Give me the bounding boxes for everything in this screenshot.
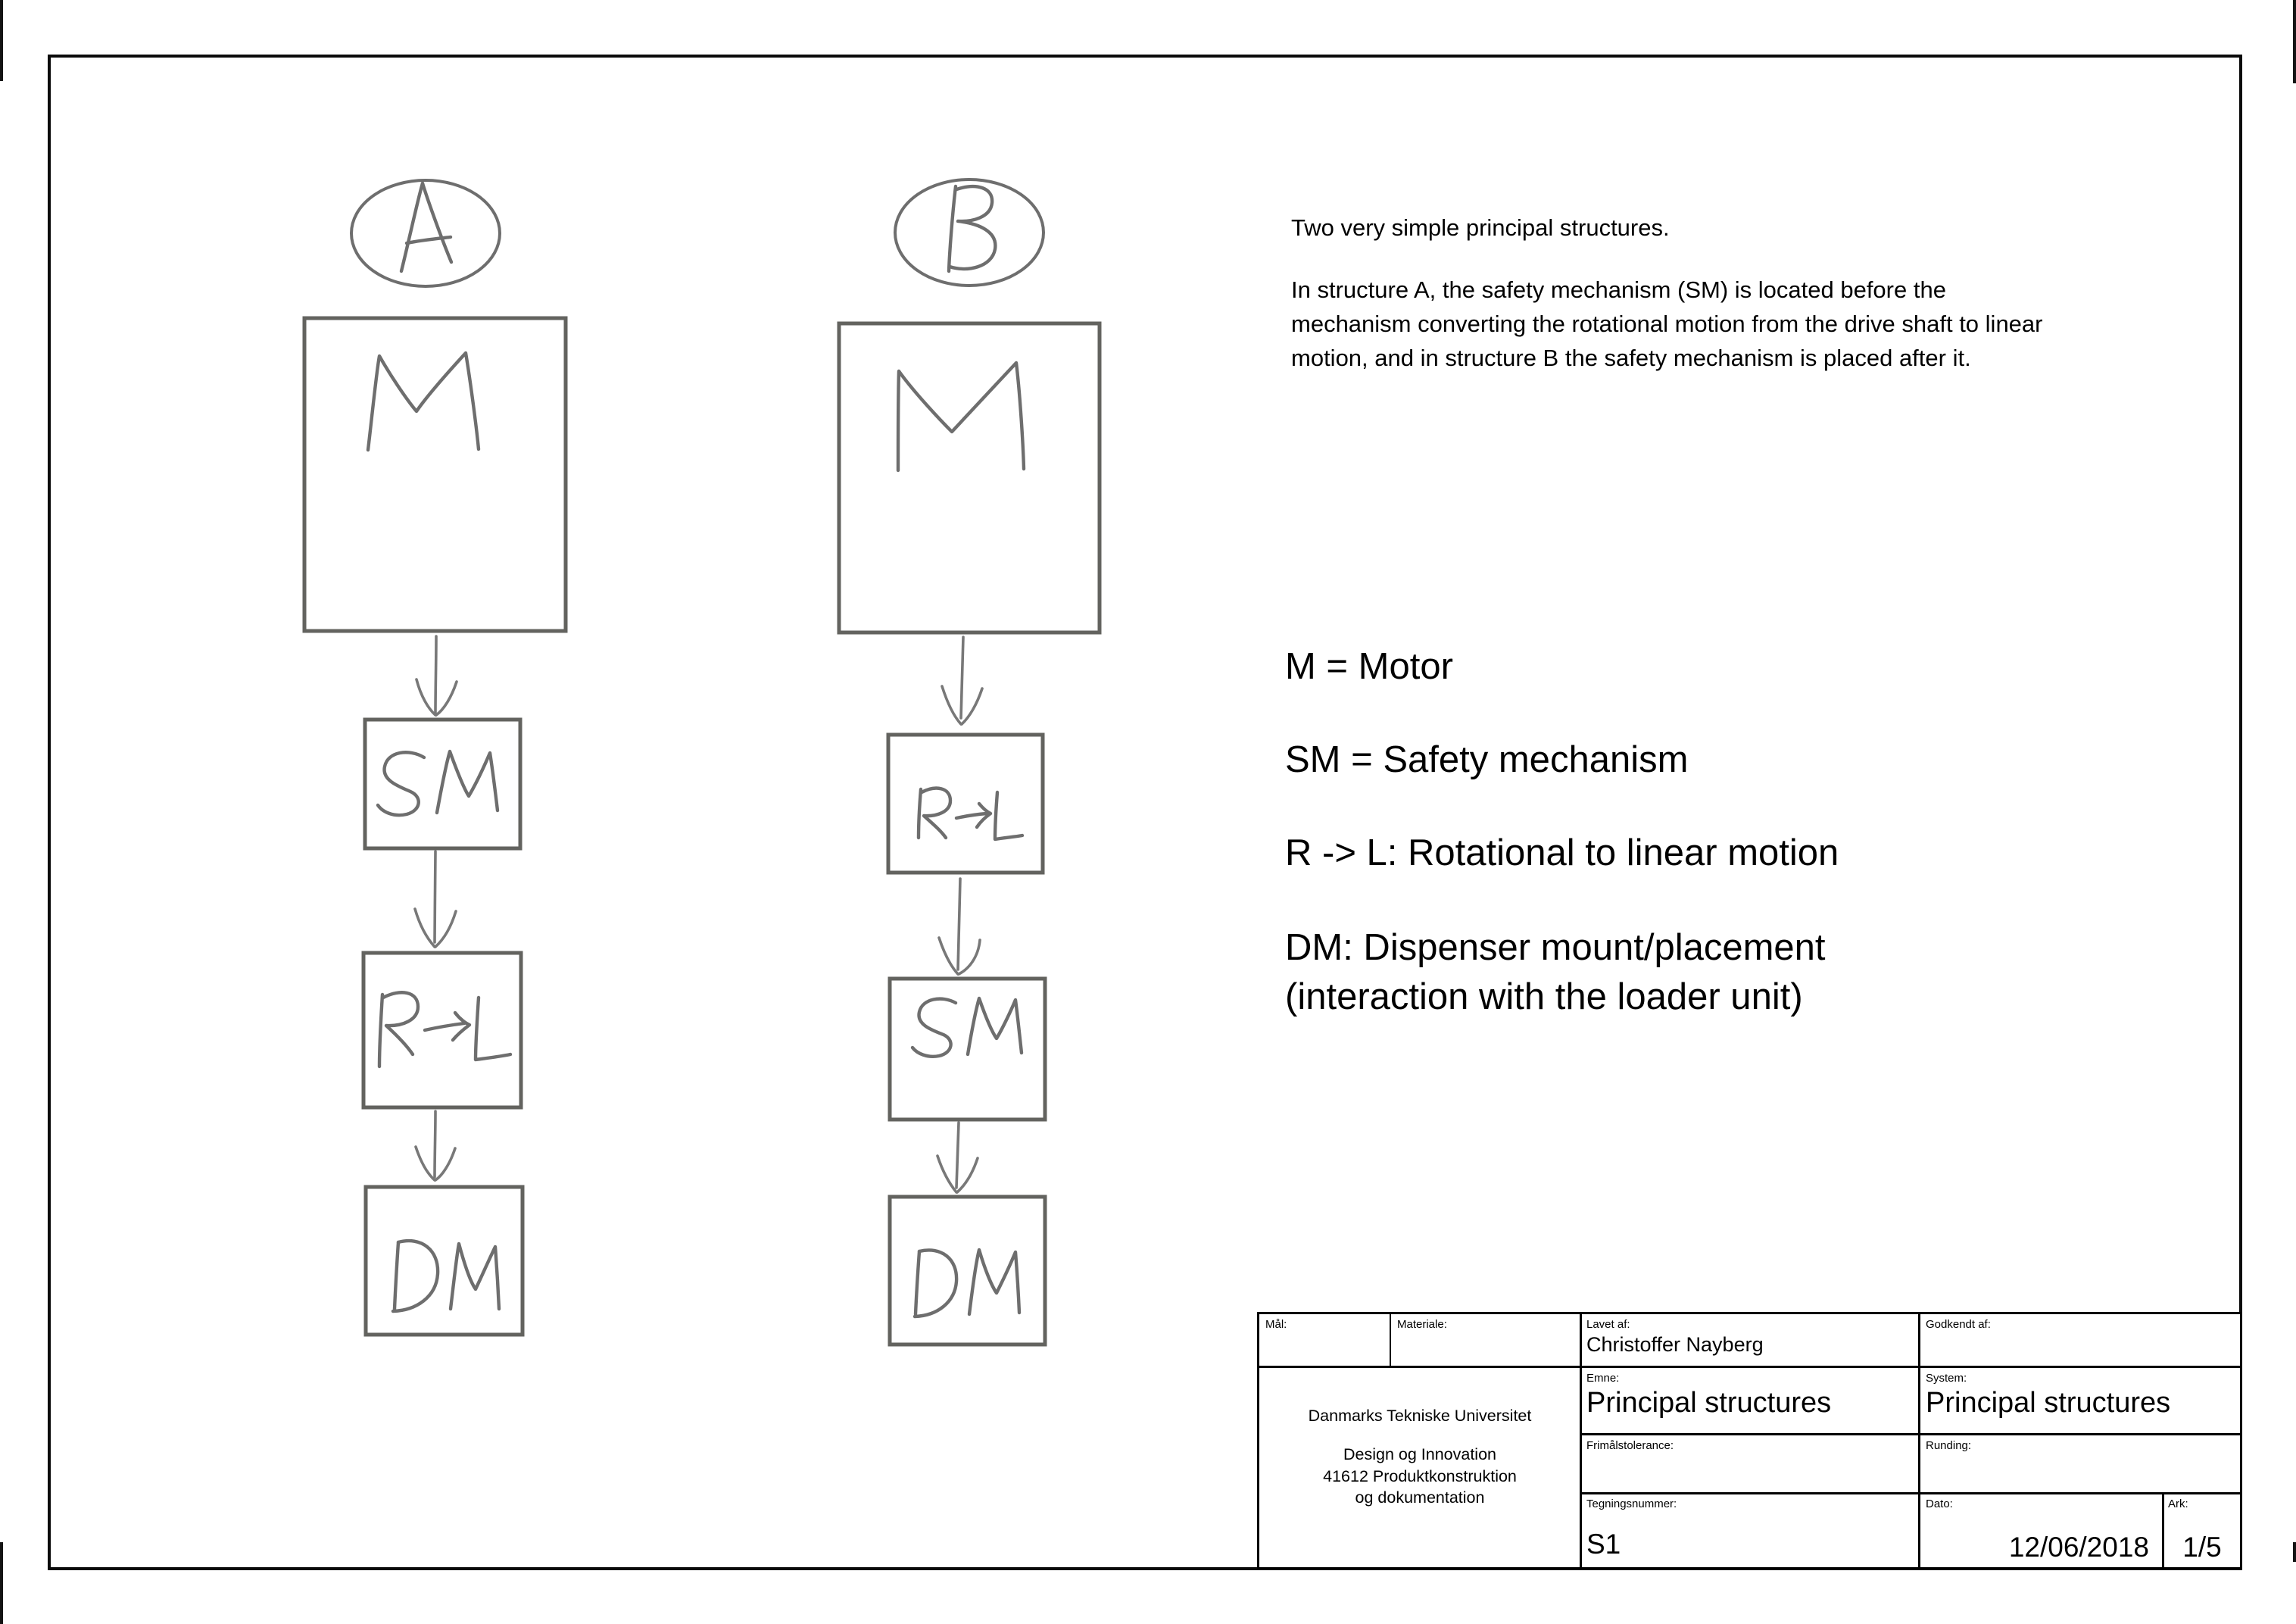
title-block-line [1580,1314,1582,1567]
edge-mark-top-right [2293,0,2296,83]
field-label-runding: Runding: [1926,1439,1972,1452]
organization-block [1262,1407,1578,1509]
title-block-line [1390,1314,1391,1366]
title-block-line [1918,1314,1920,1567]
field-label-tegningsnummer: Tegningsnummer: [1586,1498,1677,1510]
field-label-frimaalstolerance: Frimålstolerance: [1586,1439,1674,1452]
legend-item-motor: M = Motor [1285,646,1453,687]
notes-paragraph [1291,273,2042,375]
field-label-maal: Mål: [1265,1318,1287,1331]
structure-a-box-rotational-to-linear [363,953,521,1107]
organization-name: Danmarks Tekniske Universitet [1308,1407,1532,1425]
edge-mark-bottom-right [2293,1542,2296,1562]
field-label-lavet-af: Lavet af: [1586,1318,1630,1331]
notes-title: Two very simple principal structures. [1291,214,1670,241]
organization-course: 41612 Produktkonstruktion [1323,1466,1517,1485]
field-label-ark: Ark: [2168,1498,2188,1510]
field-label-godkendt-af: Godkendt af: [1926,1318,1991,1331]
organization-course-2: og dokumentation [1355,1488,1485,1507]
structure-b-arrow-3 [937,1123,978,1192]
structure-b-box-rotational-to-linear [888,735,1043,873]
structure-a-arrow-2 [415,851,456,947]
edge-mark-bottom-left [0,1542,3,1624]
legend-item-rotational: R -> L: Rotational to linear motion [1285,832,1839,873]
structure-b-arrow-2 [939,879,980,974]
structure-a-arrow-3 [416,1111,455,1180]
notes-paragraph-line: In structure A, the safety mechanism (SM) is located before the [1291,276,1946,303]
structure-b-box-dispenser-mount [890,1197,1045,1344]
structure-b-box-safety-mechanism [890,979,1045,1120]
title-block-line [1259,1366,2240,1368]
edge-mark-top-left [0,0,3,81]
field-label-emne: Emne: [1586,1372,1620,1385]
title-block-line [1580,1433,2240,1435]
notes-paragraph-line: mechanism converting the rotational motion from the drive shaft to linear [1291,311,2043,337]
structure-b-sketch [788,129,1143,1386]
structure-a-sketch [257,129,613,1386]
title-block [1257,1312,2242,1569]
field-value-emne: Principal structures [1586,1387,1832,1419]
organization-dept: Design og Innovation [1343,1445,1496,1463]
field-label-materiale: Materiale: [1397,1318,1447,1331]
field-value-lavet-af: Christoffer Nayberg [1586,1333,1764,1356]
structure-a-box-dispenser-mount [366,1187,523,1335]
legend-item-safety: SM = Safety mechanism [1285,739,1689,780]
structure-b-box-motor [839,323,1100,632]
field-value-system: Principal structures [1926,1387,2171,1419]
structure-b-circle-label [895,180,1043,286]
field-value-ark: 1/5 [2182,1532,2222,1563]
field-label-dato: Dato: [1926,1498,1953,1510]
field-label-system: System: [1926,1372,1967,1385]
structure-a-arrow-1 [416,636,457,715]
title-block-line [1580,1492,2240,1494]
field-value-dato: 12/06/2018 [2008,1532,2149,1563]
legend-item-dispenser: DM: Dispenser mount/placement [1285,927,1826,968]
structure-a-box-motor [304,318,566,631]
structure-a-box-safety-mechanism [365,720,520,848]
notes-paragraph-line: motion, and in structure B the safety mechanism is placed after it. [1291,345,1971,371]
legend-item-dispenser-2: (interaction with the loader unit) [1285,976,1803,1017]
structure-a-circle-label [351,180,500,286]
field-value-tegningsnummer: S1 [1586,1529,1621,1560]
structure-b-arrow-1 [942,637,982,724]
